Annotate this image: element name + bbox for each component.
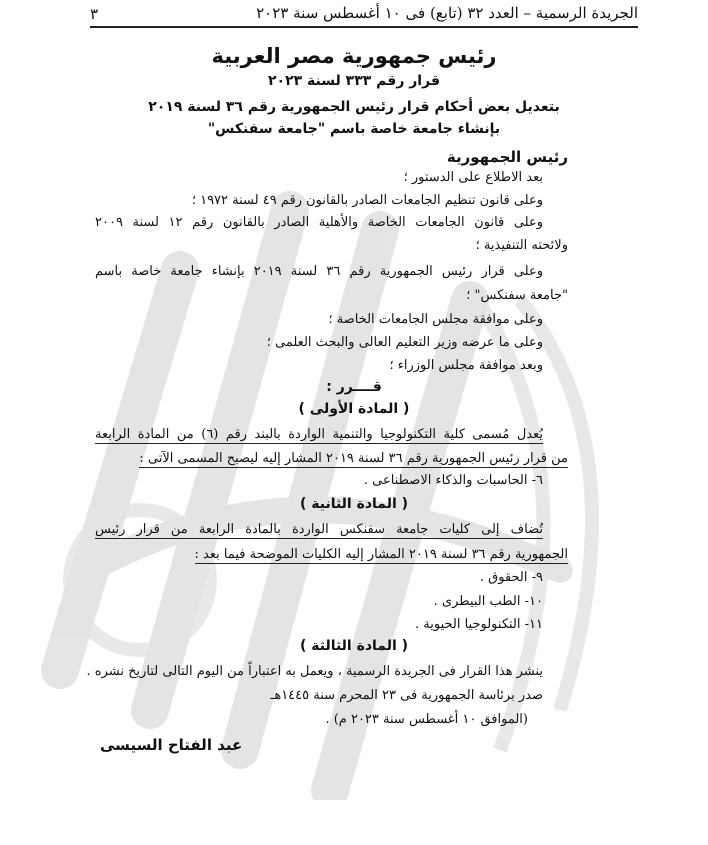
article-1-text-line-2: من قرار رئيس الجمهورية رقم ٣٦ لسنة ٢٠١٩ المشار إليه ليصبح المسمى الآتى : [139, 451, 568, 466]
preamble-line: ولائحته التنفيذية ؛ [475, 238, 568, 253]
article-2-text [95, 547, 568, 562]
signature: عبد الفتاح السيسى [100, 736, 243, 754]
article-1-text-line-1: يُعدل مُسمى كلية التكنولوجيا والتنمية الواردة بالبند رقم (٦) من المادة الرابعة [95, 427, 543, 442]
preamble-line: وعلى قانون الجامعات الخاصة والأهلية الصادر بالقانون رقم ١٢ لسنة ٢٠٠٩ [95, 215, 543, 230]
article-2-heading: ( المادة الثانية ) [299, 496, 409, 512]
article-2-item: ١١- التكنولوجيا الحيوية . [415, 617, 543, 632]
decided-heading: قــــرر : [326, 379, 382, 395]
article-2-item: ١٠- الطب البيطرى . [433, 594, 543, 609]
article-3-heading: ( المادة الثالثة ) [299, 638, 409, 654]
article-1-text [95, 451, 568, 466]
article-1-heading: ( المادة الأولى ) [298, 401, 410, 417]
issuer-title: رئيس جمهورية مصر العربية [211, 44, 497, 68]
article-2-item: ٩- الحقوق . [479, 570, 543, 585]
president-heading: رئيس الجمهورية [446, 148, 568, 166]
preamble-line: وعلى قرار رئيس الجمهورية رقم ٣٦ لسنة ٢٠١٩ بإنشاء جامعة خاصة باسم [95, 264, 544, 279]
article-1-text [95, 427, 543, 442]
page-number: ٣ [90, 5, 99, 23]
preamble-line: وعلى ما عرضه وزير التعليم العالى والبحث العلمى ؛ [266, 335, 543, 350]
preamble-line: "جامعة سفنكس" ؛ [466, 288, 568, 303]
article-2-text-line-2: الجمهورية رقم ٣٦ لسنة ٢٠١٩ المشار إليه الكليات الموضحة فيما بعد : [194, 547, 568, 562]
issued-date-gregorian: (الموافق ١٠ أغسطس سنة ٢٠٢٣ م) . [325, 712, 528, 727]
article-2-text-line-1: تُضاف إلى كليات جامعة سفنكس الواردة بالمادة الرابعة من قرار رئيس [95, 522, 543, 537]
decree-subject-line-1: بتعديل بعض أحكام قرار رئيس الجمهورية رقم ٣٦ لسنة ٢٠١٩ [148, 99, 560, 115]
article-1-item: ٦- الحاسبات والذكاء الاصطناعى . [363, 473, 543, 488]
preamble-line: وبعد موافقة مجلس الوزراء ؛ [389, 358, 543, 373]
article-2-text [95, 522, 543, 537]
decree-number: قرار رقم ٣٣٣ لسنة ٢٠٢٣ [268, 73, 440, 89]
article-3-text: ينشر هذا القرار فى الجريدة الرسمية ، ويعمل به اعتباراً من اليوم التالى لتاريخ نشره . [86, 664, 543, 679]
running-header: الجريدة الرسمية – العدد ٣٢ (تابع) فى ١٠ أغسطس سنة ٢٠٢٣ [90, 4, 638, 28]
issued-date-hijri: صدر برئاسة الجمهورية فى ٢٣ المحرم سنة ١٤٤٥هـ [270, 688, 543, 703]
decree-subject-line-2: بإنشاء جامعة خاصة باسم "جامعة سفنكس" [207, 121, 501, 137]
preamble-line: بعد الاطلاع على الدستور ؛ [403, 170, 543, 185]
preamble-line: وعلى قانون تنظيم الجامعات الصادر بالقانون رقم ٤٩ لسنة ١٩٧٢ ؛ [191, 193, 543, 208]
preamble-line: وعلى موافقة مجلس الجامعات الخاصة ؛ [328, 312, 543, 327]
